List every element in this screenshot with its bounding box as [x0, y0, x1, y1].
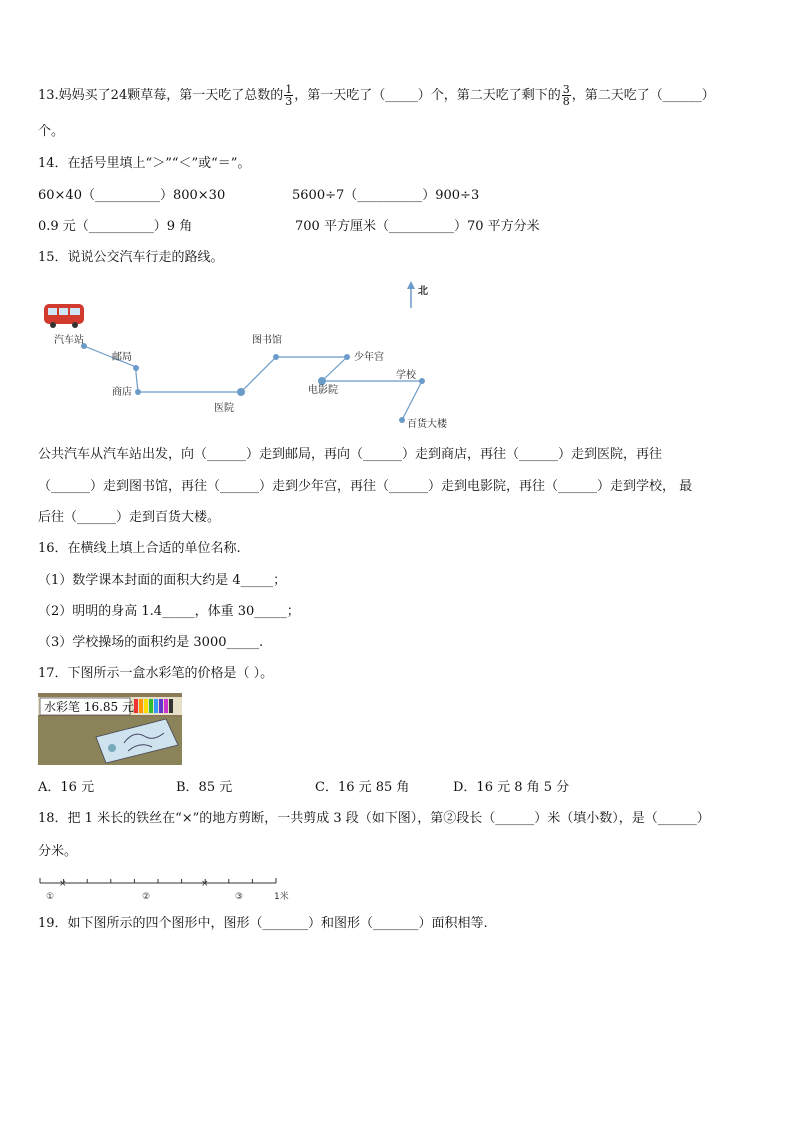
- q19-title[interactable]: 19．如下图所示的四个图形中，图形（_______）和图形（_______）面积相等.: [38, 916, 488, 931]
- stop-label-station: 汽车站: [54, 335, 84, 346]
- q14-row2-right[interactable]: 700 平方厘米（__________）70 平方分米: [295, 219, 540, 234]
- q17-option-a[interactable]: A．16 元: [38, 780, 95, 795]
- stop-label-store: 百货大楼: [407, 419, 447, 430]
- cut-mark-2: ×: [201, 879, 209, 889]
- stop-dot-post: [133, 365, 139, 371]
- stop-label-cinema: 电影院: [308, 385, 338, 396]
- q17-title: 17．下图所示一盒水彩笔的价格是（ ）。: [38, 666, 274, 681]
- q13-text-b: ，第一天吃了（: [294, 88, 386, 103]
- q14-row2-left[interactable]: 0.9 元（__________）9 角: [38, 219, 193, 234]
- price-tag-text: 水彩笔 16.85 元: [44, 700, 134, 714]
- ruler-end-label: 1米: [274, 892, 289, 902]
- stop-dot-store: [399, 417, 405, 423]
- q13-text-a: 13.妈妈买了24颗草莓，第一天吃了总数的: [38, 88, 284, 103]
- stop-label-school: 学校: [396, 370, 416, 381]
- q13-text-e: ）: [701, 88, 715, 103]
- q13-line2: 个。: [38, 124, 65, 139]
- q16-item-1[interactable]: （1）数学课本封面的面积大约是 4_____；: [38, 573, 287, 588]
- stop-label-shop: 商店: [112, 387, 132, 398]
- stop-dot-hospital: [237, 388, 245, 396]
- stop-dot-shop: [135, 389, 141, 395]
- q14-row1-right[interactable]: 5600÷7（__________）900÷3: [292, 188, 480, 203]
- q17-option-c[interactable]: C．16 元 85 角: [315, 780, 410, 795]
- q17-option-b[interactable]: B．85 元: [176, 780, 233, 795]
- q16-item-2[interactable]: （2）明明的身高 1.4_____，体重 30_____；: [38, 604, 300, 619]
- q15-title: 15．说说公交汽车行走的路线。: [38, 250, 224, 265]
- stop-label-post: 邮局: [112, 352, 132, 363]
- ruler-ticks: [40, 878, 276, 883]
- q13-blank-2[interactable]: ______: [662, 88, 702, 103]
- stop-dot-school: [419, 378, 425, 384]
- stop-label-hospital: 医院: [214, 403, 234, 414]
- q15-line1[interactable]: 公共汽车从汽车站出发，向（______）走到邮局，再向（______）走到商店，再往（______）走到医院，再往: [38, 447, 663, 462]
- q13-line1: [38, 84, 715, 107]
- q15-line2[interactable]: （______）走到图书馆，再往（______）走到少年宫，再往（______）走到电影院，再往（______）走到学校， 最: [38, 479, 693, 494]
- segment-label-1: ①: [46, 892, 55, 902]
- q17-option-d[interactable]: D．16 元 8 角 5 分: [453, 780, 570, 795]
- bus-icon: [44, 304, 84, 328]
- stop-label-library: 图书馆: [252, 335, 282, 346]
- q13-fraction-1: $\frac{1}{3}$: [285, 83, 293, 108]
- bus-route-map: [40, 280, 450, 435]
- q14-title: 14．在括号里填上“＞”“＜”或“＝”。: [38, 156, 251, 171]
- wire-ruler-diagram: [38, 873, 298, 903]
- cut-mark-1: ×: [59, 879, 67, 889]
- stop-dot-cinema: [318, 377, 326, 385]
- q18-line1[interactable]: 18．把 1 米长的铁丝在“×”的地方剪断，一共剪成 3 段（如下图），第②段长（______）米（填小数），是（______）: [38, 811, 710, 826]
- q15-line3[interactable]: 后往（______）走到百货大楼。: [38, 510, 221, 525]
- q13-text-d: ，第二天吃了（: [571, 88, 663, 103]
- q16-title: 16．在横线上填上合适的单位名称.: [38, 541, 241, 556]
- q13-fraction-2: $\frac{3}{8}$: [562, 83, 570, 108]
- stop-dot-youth: [344, 354, 350, 360]
- q13-text-c: ）个，第二天吃了剩下的: [417, 88, 561, 103]
- north-arrow-icon: [407, 281, 415, 308]
- q13-blank-1[interactable]: _____: [385, 88, 418, 103]
- q14-row1-left[interactable]: 60×40（__________）800×30: [38, 188, 226, 203]
- segment-label-2: ②: [142, 892, 151, 902]
- stop-label-youth: 少年宫: [354, 352, 384, 363]
- stop-dot-library: [273, 354, 279, 360]
- north-label: 北: [418, 286, 428, 297]
- segment-label-3: ③: [235, 892, 244, 902]
- q18-line2: 分米。: [38, 844, 78, 859]
- q16-item-3[interactable]: （3）学校操场的面积约是 3000_____.: [38, 635, 264, 650]
- watercolor-pen-box-picture: [38, 693, 182, 765]
